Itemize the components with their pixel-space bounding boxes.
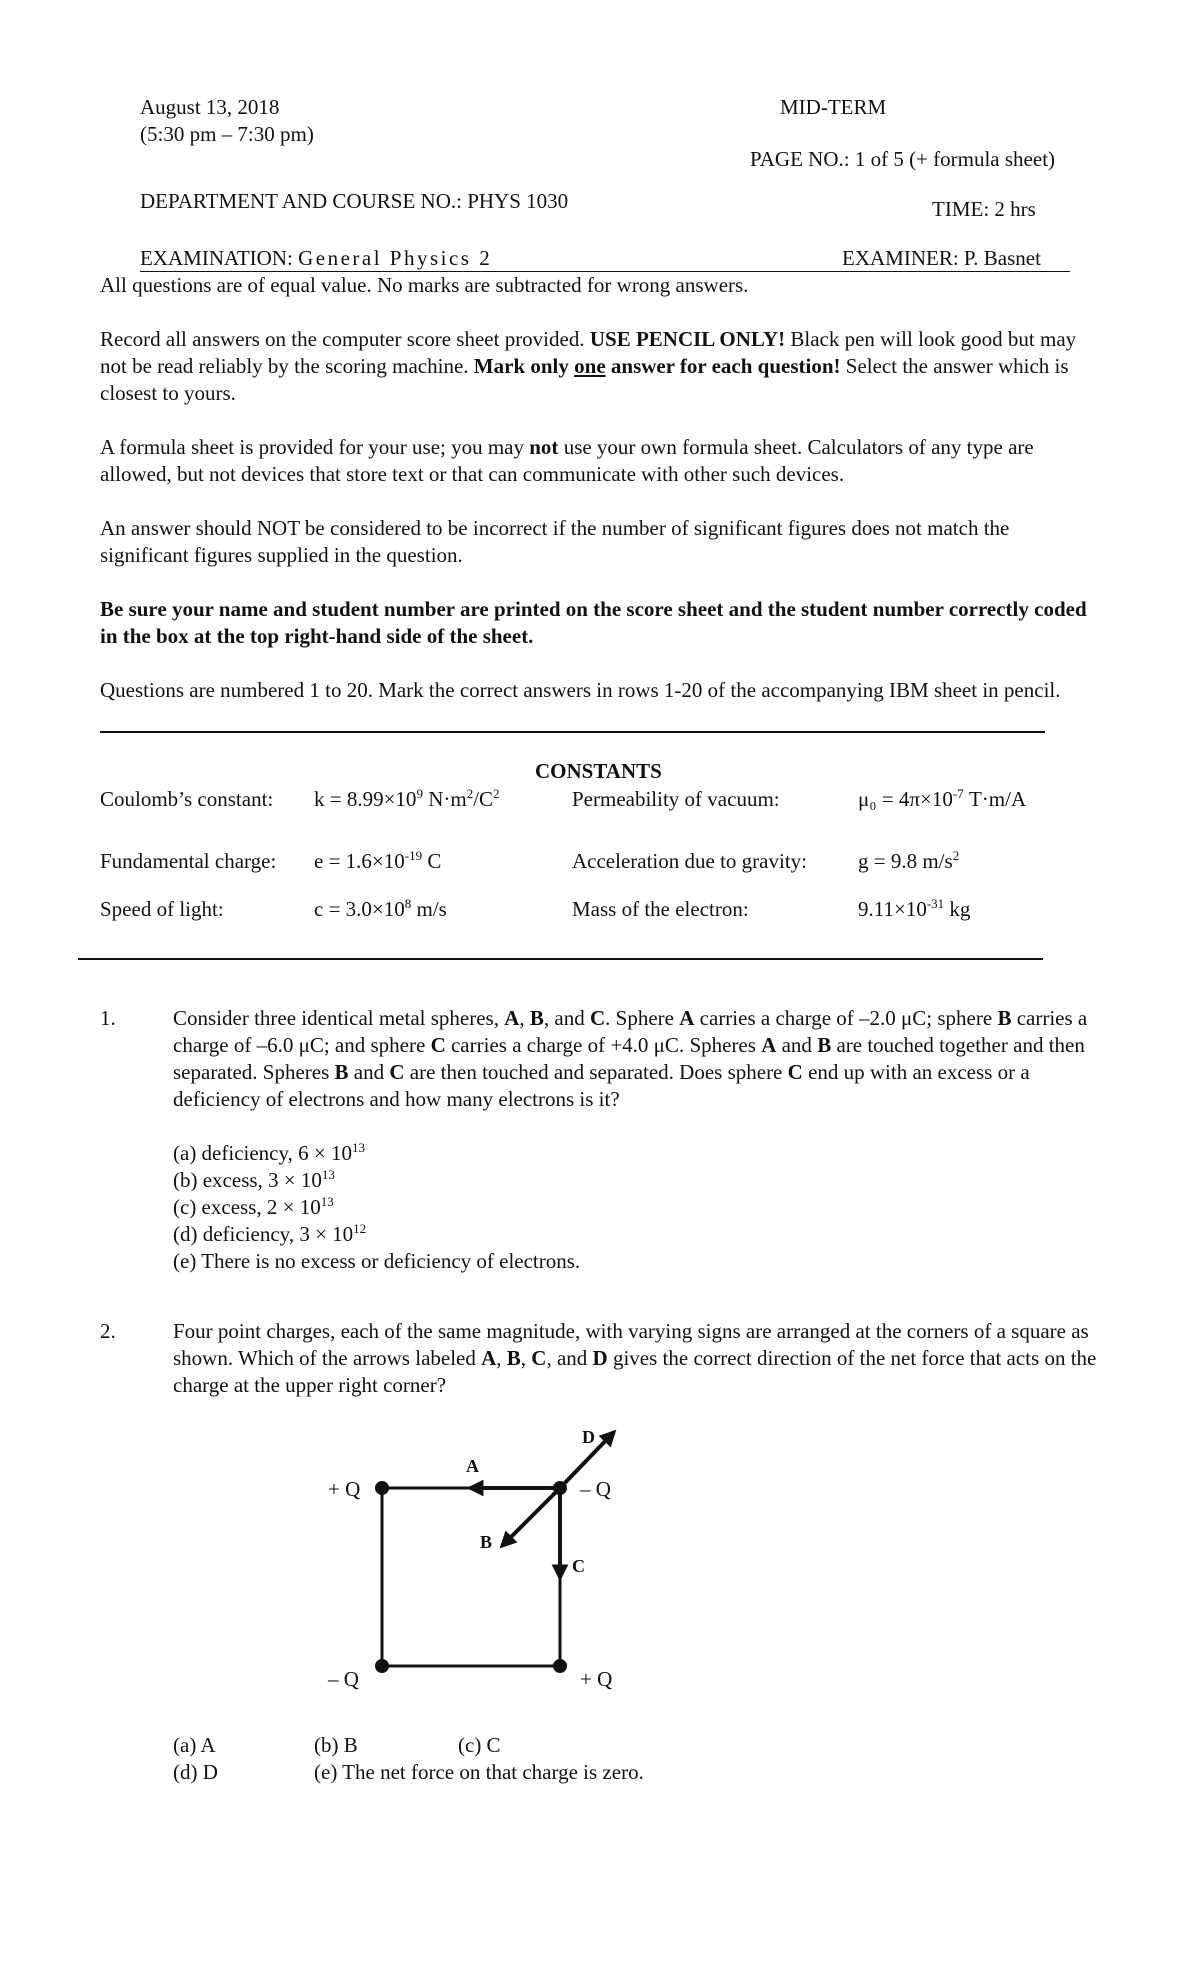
arrow-d-label: D xyxy=(582,1427,595,1447)
fundamental-charge-label: Fundamental charge: xyxy=(100,849,277,873)
arrow-b-label: B xyxy=(480,1532,493,1552)
instr-mark-only: Mark only xyxy=(473,354,575,378)
label-top-left-charge: + Q xyxy=(328,1477,361,1501)
exam-date: August 13, 2018 xyxy=(140,95,280,119)
question-2-number: 2. xyxy=(100,1319,116,1343)
choice-2c[interactable]: (c) C xyxy=(458,1733,501,1757)
choice-1a[interactable]: (a) deficiency, $6 \times 10^{13}$ xyxy=(173,1140,365,1165)
constants-title: CONSTANTS xyxy=(535,759,662,783)
exam-type: MID-TERM xyxy=(780,95,887,119)
electron-mass-value: $9.11\times 10^{-31}$ kg xyxy=(858,896,971,921)
department-course: DEPARTMENT AND COURSE NO.: PHYS 1030 xyxy=(140,189,569,213)
instruction-record-answers xyxy=(100,326,1090,407)
choice-2a[interactable]: (a) A xyxy=(173,1733,216,1757)
instr-text: use your own formula sheet. Calculators of any type are allowed, but not devices that store text or that can communicate with other such devices. xyxy=(100,435,1034,486)
label-bottom-right-charge: + Q xyxy=(580,1667,613,1691)
instr-text: Record all answers on the computer score sheet provided. xyxy=(100,327,590,351)
charge-square-diagram xyxy=(300,1420,700,1710)
instruction-formula-sheet xyxy=(100,434,1090,488)
speed-of-light-label: Speed of light: xyxy=(100,897,224,921)
choice-1e[interactable]: (e) There is no excess or deficiency of electrons. xyxy=(173,1249,581,1273)
instruction-question-numbering: Questions are numbered 1 to 20. Mark the correct answers in rows 1-20 of the accompanying IBM sheet in pencil. xyxy=(100,678,1061,702)
instr-not: not xyxy=(529,435,559,459)
instr-text: Select the answer which is closest to yours. xyxy=(100,354,1069,405)
choice-2d[interactable]: (d) D xyxy=(173,1760,218,1784)
constants-rule xyxy=(78,958,1043,960)
coulomb-value: $k = 8.99\times 10^9$ $N\cdot m^2/C^2$ xyxy=(314,786,500,811)
question-1-choices xyxy=(173,1140,580,1275)
choice-1b[interactable]: (b) excess, $3 \times 10^{13}$ xyxy=(173,1167,335,1192)
choice-1c[interactable]: (c) excess, $2 \times 10^{13}$ xyxy=(173,1194,334,1219)
instruction-equal-value: All questions are of equal value. No marks are subtracted for wrong answers. xyxy=(100,273,749,297)
instr-pencil-only: USE PENCIL ONLY! xyxy=(589,327,786,351)
permeability-label: Permeability of vacuum: xyxy=(572,787,780,811)
label-top-right-charge: – Q xyxy=(580,1477,611,1501)
arrow-a-label: A xyxy=(466,1456,479,1476)
permeability-value: $\mu_0 = 4\pi\times 10^{-7}$ T·m/A xyxy=(858,786,1027,811)
choice-2b[interactable]: (b) B xyxy=(314,1733,358,1757)
choice-1d[interactable]: (d) deficiency, $3 \times 10^{12}$ xyxy=(173,1221,367,1246)
label-bottom-left-charge: – Q xyxy=(328,1667,359,1691)
instr-text: Black pen will look good but may not be read reliably by the scoring machine. xyxy=(100,327,1077,378)
page-number: PAGE NO.: 1 of 5 (+ formula sheet) xyxy=(750,147,1056,171)
exam-time-range: (5:30 pm – 7:30 pm) xyxy=(140,122,314,146)
fundamental-charge-value: $e = 1.6\times 10^{-19}$ C xyxy=(314,848,442,873)
electron-mass-label: Mass of the electron: xyxy=(572,897,749,921)
instr-text: A formula sheet is provided for your use; you may xyxy=(100,435,530,459)
examination-title xyxy=(140,245,492,272)
charge-top-left xyxy=(375,1481,389,1495)
instr-one: one xyxy=(574,354,606,378)
charge-bottom-right xyxy=(553,1659,567,1673)
gravity-value: g = 9.8 $m/s^2$ xyxy=(858,848,960,873)
choice-2e[interactable]: (e) The net force on that charge is zero. xyxy=(314,1760,644,1784)
charge-bottom-left xyxy=(375,1659,389,1673)
speed-of-light-value: $c = 3.0\times 10^8$ m/s xyxy=(314,896,447,921)
arrow-b xyxy=(502,1488,560,1546)
question-1-text: Consider three identical metal spheres, A, B, and C. Sphere A carries a charge of –2.0 μC; sphere B carries a charge of –6.0 μC; and sphere C carries a charge of +4.0 μC. Spheres A and B are touched together and then separated. Spheres B and C are then touched and separated. Does sphere C end up with an excess or a deficiency of electrons and how many electrons is it? xyxy=(173,1006,1088,1111)
coulomb-label: Coulomb’s constant: xyxy=(100,787,274,811)
arrow-c-label: C xyxy=(572,1556,585,1576)
examiner: EXAMINER: P. Basnet xyxy=(842,246,1041,270)
instruction-sig-figs: An answer should NOT be considered to be incorrect if the number of significant figures does not match the significant figures supplied in the question. xyxy=(100,516,1010,567)
question-2-text: Four point charges, each of the same magnitude, with varying signs are arranged at the corners of a square as shown. Which of the arrows labeled A, B, C, and D gives the correct direction of the net force that acts on the charge at the upper right corner? xyxy=(173,1319,1097,1397)
question-1-number: 1. xyxy=(100,1006,116,1030)
instr-answer-each: answer for each question! xyxy=(605,354,841,378)
gravity-label: Acceleration due to gravity: xyxy=(572,849,807,873)
instruction-name-number: Be sure your name and student number are printed on the score sheet and the student number correctly coded in the box at the top right-hand side of the sheet. xyxy=(100,597,1087,648)
examination-name: General Physics 2 xyxy=(298,246,493,270)
instructions-rule xyxy=(100,731,1045,733)
examination-label: EXAMINATION: xyxy=(140,246,299,270)
exam-duration: TIME: 2 hrs xyxy=(932,197,1036,221)
